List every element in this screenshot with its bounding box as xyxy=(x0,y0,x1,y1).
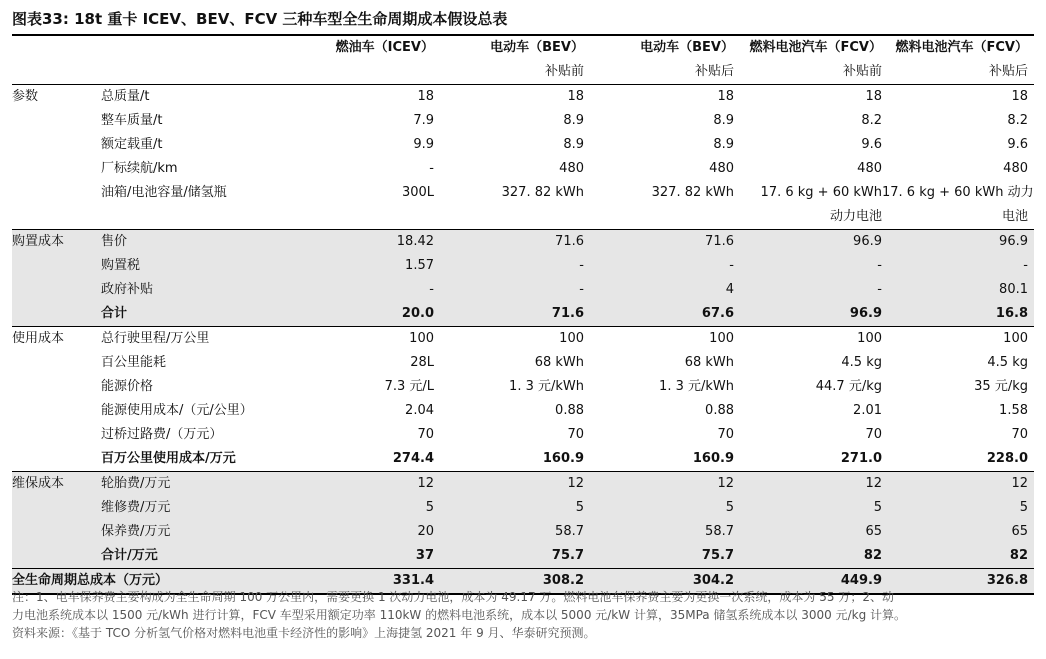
cell-fcv-after: - xyxy=(882,254,1034,278)
cell-fcv-before: 5 xyxy=(734,496,882,520)
cell-fcv-before: 2.01 xyxy=(853,403,882,418)
row-label: 总行驶里程/万公里 xyxy=(101,327,331,352)
cell-icev: 20.0 xyxy=(331,302,434,327)
row-label xyxy=(101,205,331,230)
row-section xyxy=(12,109,101,133)
subheader-fcv-before: 补贴前 xyxy=(842,64,882,79)
header-icev: 燃油车（ICEV） xyxy=(335,40,434,55)
cell-fcv-after: 70 xyxy=(1011,427,1028,442)
cell-fcv-after: 65 xyxy=(882,520,1034,544)
cell-fcv-after: 9.6 xyxy=(1007,137,1028,152)
cell-bev-after: 18 xyxy=(584,85,734,110)
table-title: 图表33: 18t 重卡 ICEV、BEV、FCV 三种车型全生命周期成本假设总表 xyxy=(12,6,1034,36)
subheader-row xyxy=(12,60,1034,85)
row-label: 整车质量/t xyxy=(101,113,163,128)
cell-fcv-after: 82 xyxy=(882,544,1034,569)
table-row xyxy=(12,520,1034,544)
cell-fcv-before: - xyxy=(734,254,882,278)
cell-bev-before: 1. 3 元/kWh xyxy=(509,379,584,394)
cell-fcv-before: 65 xyxy=(734,520,882,544)
cell-bev-after: 5 xyxy=(584,496,734,520)
row-section xyxy=(12,351,101,375)
row-label: 购置税 xyxy=(101,254,331,278)
cell-bev-after: 12 xyxy=(584,472,734,497)
cell-icev: 7.3 元/L xyxy=(384,379,434,394)
table-row xyxy=(12,230,1034,255)
cell-fcv-after: 5 xyxy=(882,496,1034,520)
row-label: 能源价格 xyxy=(101,379,154,394)
cell-fcv-before: 9.6 xyxy=(861,137,882,152)
cell-fcv-after: 480 xyxy=(1003,161,1028,176)
cell-icev: 274.4 xyxy=(392,451,434,466)
cell-fcv-after: 35 元/kg xyxy=(974,379,1028,394)
cell-fcv-before: 480 xyxy=(857,161,882,176)
row-section xyxy=(12,278,101,302)
cell-bev-before: 71.6 xyxy=(434,302,584,327)
table-row xyxy=(12,399,1034,423)
cell-bev-after: 1. 3 元/kWh xyxy=(659,379,734,394)
cell-fcv-after: 电池 xyxy=(1001,209,1028,224)
row-section: 维保成本 xyxy=(12,472,101,497)
row-section xyxy=(12,302,101,327)
cell-fcv-after: 1.58 xyxy=(999,403,1028,418)
row-section xyxy=(12,423,101,447)
row-label: 售价 xyxy=(101,230,331,255)
cell-bev-after: 75.7 xyxy=(584,544,734,569)
cell-fcv-before: 18 xyxy=(734,85,882,110)
table-row xyxy=(12,375,1034,399)
cell-bev-after: 327. 82 kWh xyxy=(651,185,734,200)
row-section xyxy=(12,205,101,230)
cell-bev-before: 12 xyxy=(434,472,584,497)
cell-fcv-before: 82 xyxy=(734,544,882,569)
row-section xyxy=(12,375,101,399)
cell-bev-after: 68 kWh xyxy=(684,355,734,370)
cell-fcv-after: 8.2 xyxy=(1007,113,1028,128)
cell-fcv-before: 100 xyxy=(734,327,882,352)
cell-fcv-before: 271.0 xyxy=(840,451,882,466)
cell-fcv-before: 8.2 xyxy=(861,113,882,128)
cell-fcv-after: 228.0 xyxy=(986,451,1028,466)
cell-bev-before: 75.7 xyxy=(434,544,584,569)
cell-fcv-after: 17. 6 kg + 60 kWh 动力 xyxy=(882,185,1034,200)
cell-bev-after: 8.9 xyxy=(713,113,734,128)
header-fcv-after: 燃料电池汽车（FCV） xyxy=(895,40,1028,55)
row-label: 油箱/电池容量/储氢瓶 xyxy=(101,185,227,200)
cell-icev xyxy=(331,205,434,230)
cell-icev: - xyxy=(331,278,434,302)
row-section: 全生命周期总成本（万元） xyxy=(12,569,331,595)
cell-icev: 300L xyxy=(401,185,434,200)
row-label: 额定载重/t xyxy=(101,137,163,152)
cell-bev-before: 58.7 xyxy=(434,520,584,544)
cell-bev-after: 304.2 xyxy=(584,569,734,595)
row-section xyxy=(12,133,101,157)
cell-icev: 331.4 xyxy=(331,569,434,595)
cell-bev-after: 8.9 xyxy=(713,137,734,152)
cell-bev-before: 70 xyxy=(567,427,584,442)
cell-fcv-after: 100 xyxy=(882,327,1034,352)
row-label: 保养费/万元 xyxy=(101,520,331,544)
cell-fcv-after: 18 xyxy=(882,85,1034,110)
cell-icev: 2.04 xyxy=(405,403,434,418)
cell-bev-after: 71.6 xyxy=(584,230,734,255)
subheader-icev xyxy=(331,60,434,85)
row-label: 合计/万元 xyxy=(101,544,331,569)
cell-fcv-before: 449.9 xyxy=(734,569,882,595)
cell-bev-before: 480 xyxy=(559,161,584,176)
cell-fcv-before: 70 xyxy=(865,427,882,442)
row-section: 购置成本 xyxy=(12,230,101,255)
header-fcv-before: 燃料电池汽车（FCV） xyxy=(749,40,882,55)
note-line: 力电池系统成本以 1500 元/kWh 进行计算，FCV 车型采用额定功率 110kW 的燃料电池系统，成本以 5000 元/kW 计算，35MPa 储氢系统成本以 3000 元/kg 计算。 xyxy=(12,608,907,622)
cell-bev-after xyxy=(584,205,734,230)
cell-fcv-after: 12 xyxy=(882,472,1034,497)
row-label: 合计 xyxy=(101,302,331,327)
row-label: 总质量/t xyxy=(101,85,331,110)
cell-fcv-before: 44.7 元/kg xyxy=(815,379,882,394)
table-row xyxy=(12,447,1034,472)
cell-icev: 5 xyxy=(331,496,434,520)
cell-icev: 12 xyxy=(331,472,434,497)
cell-bev-after: 67.6 xyxy=(584,302,734,327)
table-row xyxy=(12,254,1034,278)
table-row xyxy=(12,133,1034,157)
table-row xyxy=(12,302,1034,327)
cell-bev-before: 308.2 xyxy=(434,569,584,595)
cell-icev: 20 xyxy=(331,520,434,544)
row-label: 轮胎费/万元 xyxy=(101,472,331,497)
table-row xyxy=(12,544,1034,569)
subheader-fcv-after: 补贴后 xyxy=(988,64,1028,79)
table-row xyxy=(12,423,1034,447)
row-section: 参数 xyxy=(12,85,101,110)
cell-bev-before: 71.6 xyxy=(434,230,584,255)
table-row xyxy=(12,472,1034,497)
row-label: 维修费/万元 xyxy=(101,496,331,520)
row-label: 厂标续航/km xyxy=(101,161,178,176)
cell-fcv-before: 96.9 xyxy=(734,302,882,327)
row-section xyxy=(12,157,101,181)
table-row xyxy=(12,327,1034,352)
cell-bev-after: 70 xyxy=(717,427,734,442)
cell-fcv-before: 动力电池 xyxy=(829,209,882,224)
cell-icev: 1.57 xyxy=(331,254,434,278)
table-row xyxy=(12,278,1034,302)
source-line: 资料来源：《基于 TCO 分析氢气价格对燃料电池重卡经济性的影响》上海捷氢 2021 年 9 月、华泰研究预测。 xyxy=(12,626,596,640)
row-section: 使用成本 xyxy=(12,327,101,352)
cell-bev-after: 58.7 xyxy=(584,520,734,544)
row-label: 百公里能耗 xyxy=(101,355,167,370)
cell-fcv-before: 4.5 kg xyxy=(841,355,882,370)
cell-bev-before: 0.88 xyxy=(555,403,584,418)
cell-bev-before: 5 xyxy=(434,496,584,520)
cell-bev-after: 4 xyxy=(584,278,734,302)
subheader-bev-before: 补贴前 xyxy=(544,64,584,79)
cell-bev-after: 100 xyxy=(584,327,734,352)
cell-bev-before: 100 xyxy=(434,327,584,352)
table-row xyxy=(12,85,1034,110)
cell-icev: 100 xyxy=(331,327,434,352)
row-section xyxy=(12,399,101,423)
cell-fcv-before: 17. 6 kg + 60 kWh xyxy=(760,185,882,200)
table-row xyxy=(12,181,1034,205)
cell-bev-before: 18 xyxy=(434,85,584,110)
row-label: 能源使用成本/（元/公里） xyxy=(101,403,253,418)
cell-icev: 9.9 xyxy=(413,137,434,152)
footnotes xyxy=(12,588,1034,642)
cell-fcv-after: 80.1 xyxy=(882,278,1034,302)
cell-bev-before: 68 kWh xyxy=(534,355,584,370)
cell-bev-before: 160.9 xyxy=(542,451,584,466)
cell-fcv-after: 4.5 kg xyxy=(987,355,1028,370)
cell-bev-before: 8.9 xyxy=(563,113,584,128)
table-row xyxy=(12,157,1034,181)
cell-fcv-before: 96.9 xyxy=(734,230,882,255)
header-bev-before: 电动车（BEV） xyxy=(490,40,584,55)
cell-fcv-before: - xyxy=(734,278,882,302)
cell-icev: - xyxy=(429,161,434,176)
row-section xyxy=(12,181,101,205)
cell-fcv-after: 96.9 xyxy=(882,230,1034,255)
subheader-bev-after: 补贴后 xyxy=(694,64,734,79)
cell-icev: 28L xyxy=(410,355,434,370)
cell-bev-after: - xyxy=(584,254,734,278)
cell-icev: 70 xyxy=(417,427,434,442)
cell-bev-before: - xyxy=(434,254,584,278)
header-row xyxy=(12,36,1034,60)
table-row xyxy=(12,109,1034,133)
table-row xyxy=(12,205,1034,230)
cell-bev-before: 327. 82 kWh xyxy=(501,185,584,200)
row-section xyxy=(12,447,101,472)
cell-icev: 7.9 xyxy=(413,113,434,128)
table-row xyxy=(12,496,1034,520)
cell-fcv-after: 16.8 xyxy=(882,302,1034,327)
cell-icev: 18 xyxy=(331,85,434,110)
cell-fcv-before: 12 xyxy=(734,472,882,497)
cell-bev-before: 8.9 xyxy=(563,137,584,152)
row-label: 政府补贴 xyxy=(101,278,331,302)
cell-bev-after: 0.88 xyxy=(705,403,734,418)
row-label: 过桥过路费/（万元） xyxy=(101,427,223,442)
cell-icev: 37 xyxy=(331,544,434,569)
cell-bev-before: - xyxy=(434,278,584,302)
note-line: 注：1、电车保养费主要构成为全生命周期 100 万公里内，需要更换 1 次动力电池，成本为 49.17 万。燃料电池车保养费主要为更换一次系统，成本为 55 万；2、动 xyxy=(12,590,894,604)
table-body xyxy=(12,85,1034,595)
table-row xyxy=(12,351,1034,375)
row-label: 百万公里使用成本/万元 xyxy=(101,451,236,466)
cell-bev-after: 480 xyxy=(709,161,734,176)
row-section xyxy=(12,254,101,278)
cell-bev-after: 160.9 xyxy=(692,451,734,466)
tco-assumption-table xyxy=(12,36,1034,595)
header-bev-after: 电动车（BEV） xyxy=(640,40,734,55)
row-section xyxy=(12,496,101,520)
cell-fcv-after: 326.8 xyxy=(882,569,1034,595)
row-section xyxy=(12,520,101,544)
cell-bev-before xyxy=(434,205,584,230)
cell-icev: 18.42 xyxy=(331,230,434,255)
row-section xyxy=(12,544,101,569)
